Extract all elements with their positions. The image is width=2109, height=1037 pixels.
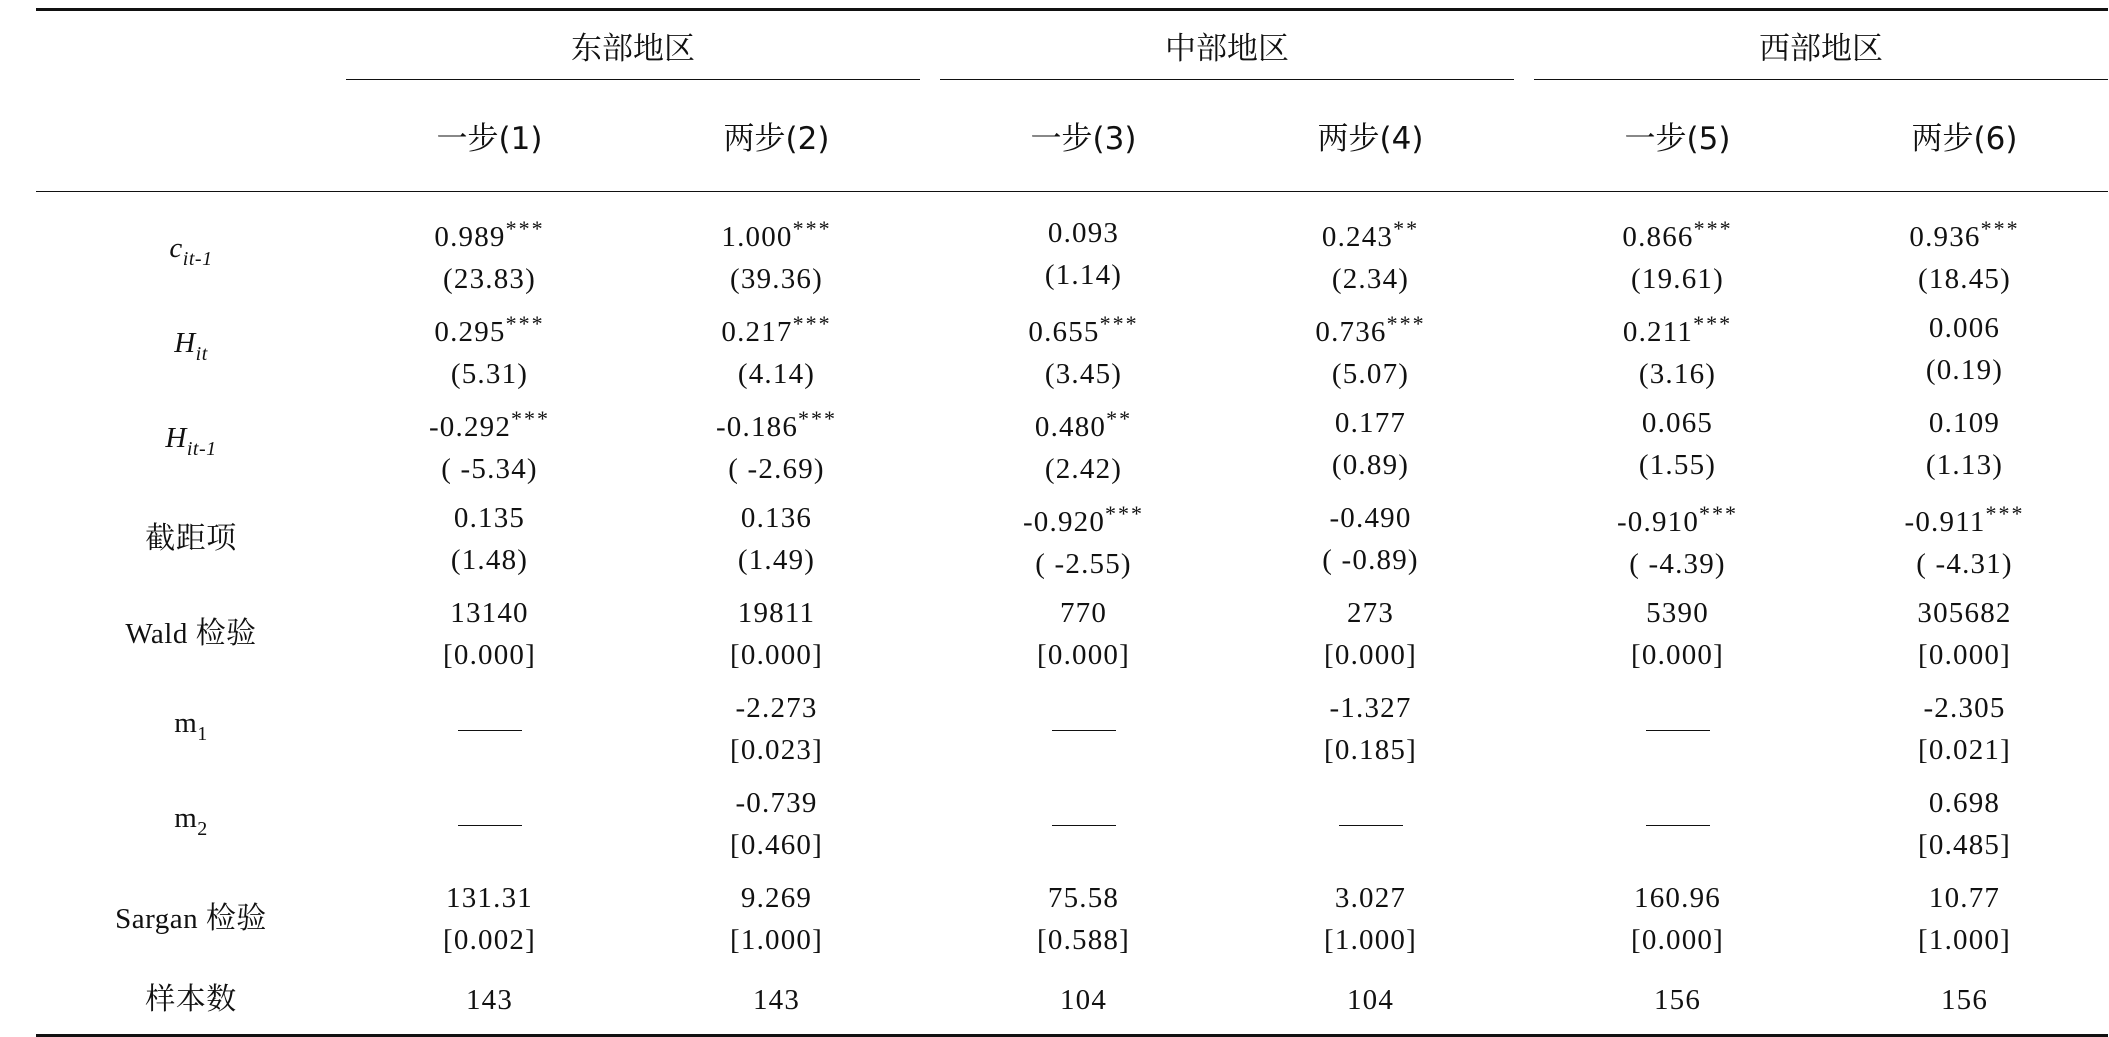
table-cell (940, 301, 1227, 396)
cell-number: -0.910 (1617, 506, 1699, 538)
cell-value (633, 687, 920, 729)
column-gap (920, 192, 940, 301)
table-row (36, 396, 2108, 491)
column-gap (920, 586, 940, 681)
table-cell (346, 301, 633, 396)
cell-value (346, 708, 633, 750)
row-label-latin: Wald (125, 618, 195, 650)
table-cell (1821, 776, 2108, 871)
cell-stat: (18.45) (1821, 258, 2108, 300)
row-label (36, 776, 346, 871)
significance-stars: *** (1981, 216, 2020, 241)
empty-dash (1052, 730, 1116, 731)
cell-stat: [0.000] (346, 634, 633, 676)
table-cell (1821, 192, 2108, 301)
table-cell (346, 491, 633, 586)
cell-number: 0.177 (1335, 407, 1406, 439)
table-cell (633, 396, 920, 491)
cell-value (940, 708, 1227, 750)
table-cell (1534, 681, 1821, 776)
cell-number: -2.273 (735, 692, 817, 724)
row-label (36, 681, 346, 776)
column-gap (1514, 491, 1534, 586)
cell-value (1227, 497, 1514, 539)
cell-value (1534, 979, 1821, 1021)
table-cell (1227, 776, 1514, 871)
significance-stars: *** (1387, 311, 1426, 336)
row-label (36, 491, 346, 586)
column-header: 一步(1) (346, 80, 633, 192)
row-label-subscript: it-1 (187, 438, 217, 460)
cell-stat: [1.000] (1227, 919, 1514, 961)
significance-stars: *** (793, 216, 832, 241)
significance-stars: *** (1693, 311, 1732, 336)
cell-stat: (3.16) (1534, 353, 1821, 395)
cell-value (1534, 402, 1821, 444)
row-label-subscript: it (196, 343, 208, 365)
table-cell (1227, 871, 1514, 966)
cell-number: 10.77 (1929, 882, 2000, 914)
cell-number: 0.211 (1623, 316, 1693, 348)
table-cell (633, 871, 920, 966)
cell-value (940, 592, 1227, 634)
cell-value (346, 803, 633, 845)
cell-stat: [0.000] (1534, 634, 1821, 676)
significance-stars: *** (1105, 501, 1144, 526)
cell-stat: ( -2.55) (940, 543, 1227, 585)
cell-number: 19811 (738, 597, 815, 629)
table-row (36, 491, 2108, 586)
column-gap (920, 966, 940, 1036)
table-cell (1821, 871, 2108, 966)
cell-value (1227, 803, 1514, 845)
cell-value (1821, 307, 2108, 349)
table-cell (1227, 301, 1514, 396)
significance-stars: ** (1393, 216, 1419, 241)
row-label-text: H (165, 422, 186, 454)
cell-value (940, 303, 1227, 353)
cell-value (1821, 592, 2108, 634)
table-row (36, 681, 2108, 776)
cell-stat: [0.000] (1534, 919, 1821, 961)
cell-number: 0.093 (1048, 217, 1119, 249)
cell-number: 3.027 (1335, 882, 1406, 914)
row-label-subscript: 2 (197, 818, 208, 840)
table-row (36, 301, 2108, 396)
cell-stat: ( -4.39) (1534, 543, 1821, 585)
row-label (36, 301, 346, 396)
cell-number: 0.136 (741, 502, 812, 534)
cell-number: 0.736 (1315, 316, 1386, 348)
cell-stat: (1.55) (1534, 444, 1821, 486)
table-cell (1534, 396, 1821, 491)
table-cell (1227, 681, 1514, 776)
cell-number: 0.135 (454, 502, 525, 534)
cell-stat: (39.36) (633, 258, 920, 300)
table-cell (633, 301, 920, 396)
cell-number: 0.480 (1035, 411, 1106, 443)
row-label-text (115, 903, 267, 935)
cell-value (1821, 782, 2108, 824)
table-cell (1534, 776, 1821, 871)
cell-stat: ( -5.34) (346, 448, 633, 490)
row-label (36, 586, 346, 681)
cell-number: 273 (1347, 597, 1394, 629)
significance-stars: *** (1986, 501, 2025, 526)
column-gap (1514, 681, 1534, 776)
cell-number: 0.655 (1028, 316, 1099, 348)
cell-stat: (5.31) (346, 353, 633, 395)
cell-number: 143 (466, 984, 513, 1016)
cell-value (633, 398, 920, 448)
significance-stars: *** (511, 406, 550, 431)
table-cell (633, 192, 920, 301)
table-cell (1821, 586, 2108, 681)
cell-value (1227, 877, 1514, 919)
table-cell (633, 491, 920, 586)
table-cell (633, 586, 920, 681)
significance-stars: *** (798, 406, 837, 431)
cell-number: 104 (1060, 984, 1107, 1016)
column-gap (920, 776, 940, 871)
region-central: 中部地区 (940, 11, 1514, 80)
cell-value (940, 877, 1227, 919)
empty-dash (1646, 825, 1710, 826)
cell-number: 156 (1654, 984, 1701, 1016)
significance-stars: *** (1100, 311, 1139, 336)
table-cell (1534, 586, 1821, 681)
row-label (36, 396, 346, 491)
cell-number: 0.295 (434, 316, 505, 348)
column-header: 两步(4) (1227, 80, 1514, 192)
column-header-row (36, 80, 2108, 192)
cell-number: -0.911 (1904, 506, 1985, 538)
table-row (36, 966, 2108, 1036)
table-row (36, 586, 2108, 681)
cell-value (1821, 208, 2108, 258)
cell-value (346, 592, 633, 634)
row-label-text: H (174, 327, 195, 359)
cell-number: 0.698 (1929, 787, 2000, 819)
cell-value (633, 979, 920, 1021)
table-cell (940, 586, 1227, 681)
table-cell (1227, 396, 1514, 491)
column-gap (920, 301, 940, 396)
table-row (36, 871, 2108, 966)
cell-value (1534, 877, 1821, 919)
cell-number: 1.000 (721, 221, 792, 253)
table-cell (1821, 966, 2108, 1036)
significance-stars: *** (506, 216, 545, 241)
cell-value (1227, 592, 1514, 634)
cell-value (633, 303, 920, 353)
column-gap (920, 871, 940, 966)
cell-number: 160.96 (1634, 882, 1721, 914)
column-gap (1514, 192, 1534, 301)
cell-value (1227, 303, 1514, 353)
region-east: 东部地区 (346, 11, 920, 80)
cell-stat: (4.14) (633, 353, 920, 395)
table-cell (1227, 966, 1514, 1036)
region-west: 西部地区 (1534, 11, 2108, 80)
cell-stat: (19.61) (1534, 258, 1821, 300)
regression-results-table (36, 8, 2108, 1037)
cell-stat: (0.89) (1227, 444, 1514, 486)
column-gap (920, 491, 940, 586)
table-cell (1534, 301, 1821, 396)
table-cell (1534, 966, 1821, 1036)
cell-stat: (1.49) (633, 539, 920, 581)
cell-value (1227, 687, 1514, 729)
row-label (36, 871, 346, 966)
empty-dash (1339, 825, 1403, 826)
cell-stat: [0.000] (940, 634, 1227, 676)
cell-value (1821, 493, 2108, 543)
column-header: 一步(3) (940, 80, 1227, 192)
cell-value (1534, 303, 1821, 353)
cell-stat: [0.000] (1821, 634, 2108, 676)
column-gap (920, 681, 940, 776)
cell-value (1821, 402, 2108, 444)
table-cell (940, 491, 1227, 586)
cell-stat: (1.48) (346, 539, 633, 581)
cell-value (1227, 208, 1514, 258)
cell-number: -0.920 (1023, 506, 1105, 538)
cell-value (940, 979, 1227, 1021)
cell-value (346, 303, 633, 353)
cell-stat: (1.14) (940, 254, 1227, 296)
table-cell (633, 681, 920, 776)
significance-stars: ** (1106, 406, 1132, 431)
cell-value (633, 208, 920, 258)
column-gap (1514, 301, 1534, 396)
table-cell (346, 396, 633, 491)
cell-value (1534, 592, 1821, 634)
cell-number: 770 (1060, 597, 1107, 629)
cell-stat: [1.000] (1821, 919, 2108, 961)
cell-value (1821, 877, 2108, 919)
cell-value (633, 497, 920, 539)
cell-number: 9.269 (741, 882, 812, 914)
cell-value (633, 877, 920, 919)
cell-value (940, 493, 1227, 543)
row-label-cjk: 检验 (196, 616, 257, 651)
cell-value (346, 979, 633, 1021)
table-cell (1534, 192, 1821, 301)
table-cell (1227, 192, 1514, 301)
row-label-text: 样本数 (145, 982, 237, 1017)
table-cell (1821, 681, 2108, 776)
cell-value (1821, 979, 2108, 1021)
cell-value (940, 212, 1227, 254)
column-gap (920, 396, 940, 491)
table-cell (1534, 491, 1821, 586)
cell-number: 13140 (450, 597, 529, 629)
empty-dash (458, 825, 522, 826)
row-label-text: 截距项 (145, 521, 237, 556)
cell-number: -2.305 (1923, 692, 2005, 724)
cell-stat: ( -2.69) (633, 448, 920, 490)
table-cell (940, 871, 1227, 966)
cell-value (940, 803, 1227, 845)
cell-stat: [0.460] (633, 824, 920, 866)
column-gap (1514, 871, 1534, 966)
cell-number: 0.006 (1929, 312, 2000, 344)
cell-number: 305682 (1917, 597, 2011, 629)
cell-number: 0.866 (1622, 221, 1693, 253)
table-cell (633, 776, 920, 871)
table-cell (1227, 586, 1514, 681)
table-cell (346, 871, 633, 966)
cell-number: 75.58 (1048, 882, 1119, 914)
table-cell (1821, 301, 2108, 396)
cell-value (1821, 687, 2108, 729)
cell-number: 104 (1347, 984, 1394, 1016)
table-cell (940, 966, 1227, 1036)
cell-value (1534, 208, 1821, 258)
empty-dash (458, 730, 522, 731)
table-cell (1227, 491, 1514, 586)
table-row (36, 192, 2108, 301)
column-header: 两步(2) (633, 80, 920, 192)
cell-number: 131.31 (446, 882, 533, 914)
cell-value (346, 497, 633, 539)
table-cell (1534, 871, 1821, 966)
table-cell (633, 966, 920, 1036)
cell-value (633, 592, 920, 634)
table-cell (1821, 491, 2108, 586)
cell-number: 0.989 (434, 221, 505, 253)
significance-stars: *** (1699, 501, 1738, 526)
cell-stat: (3.45) (940, 353, 1227, 395)
table-cell (346, 966, 633, 1036)
cell-number: -0.490 (1329, 502, 1411, 534)
row-label-text (125, 618, 256, 650)
cell-stat: ( -0.89) (1227, 539, 1514, 581)
row-label-text: m (174, 707, 197, 739)
cell-stat: [0.000] (1227, 634, 1514, 676)
cell-number: 5390 (1646, 597, 1709, 629)
cell-value (1227, 402, 1514, 444)
column-gap (1514, 586, 1534, 681)
cell-stat: (2.42) (940, 448, 1227, 490)
table-row (36, 776, 2108, 871)
cell-number: -0.186 (716, 411, 798, 443)
cell-stat: (5.07) (1227, 353, 1514, 395)
cell-stat: [0.485] (1821, 824, 2108, 866)
table-cell (346, 192, 633, 301)
row-label-latin: Sargan (115, 903, 206, 935)
cell-value (1227, 979, 1514, 1021)
column-gap (1514, 776, 1534, 871)
row-label-subscript: it-1 (183, 248, 213, 270)
significance-stars: *** (506, 311, 545, 336)
column-gap (1514, 396, 1534, 491)
row-label-text: c (169, 232, 182, 264)
cell-number: -0.292 (429, 411, 511, 443)
cell-stat: [0.023] (633, 729, 920, 771)
row-label (36, 966, 346, 1036)
table-cell (940, 192, 1227, 301)
cell-stat: (0.19) (1821, 349, 2108, 391)
cell-number: 0.109 (1929, 407, 2000, 439)
cell-stat: [0.021] (1821, 729, 2108, 771)
cell-number: 156 (1941, 984, 1988, 1016)
region-header-row (36, 11, 2108, 80)
column-header: 一步(5) (1534, 80, 1821, 192)
cell-value (1534, 708, 1821, 750)
table-cell (346, 776, 633, 871)
empty-dash (1052, 825, 1116, 826)
table-cell (346, 586, 633, 681)
significance-stars: *** (1694, 216, 1733, 241)
cell-value (1534, 493, 1821, 543)
cell-stat: [0.002] (346, 919, 633, 961)
cell-stat: (1.13) (1821, 444, 2108, 486)
cell-stat: [1.000] (633, 919, 920, 961)
cell-stat: ( -4.31) (1821, 543, 2108, 585)
cell-value (940, 398, 1227, 448)
cell-stat: (23.83) (346, 258, 633, 300)
row-label-subscript: 1 (197, 723, 208, 745)
empty-dash (1646, 730, 1710, 731)
cell-number: -1.327 (1329, 692, 1411, 724)
cell-value (346, 398, 633, 448)
cell-number: -0.739 (735, 787, 817, 819)
cell-value (346, 208, 633, 258)
table-cell (940, 396, 1227, 491)
significance-stars: *** (793, 311, 832, 336)
row-label-cjk: 检验 (206, 901, 267, 936)
table-cell (940, 681, 1227, 776)
row-label (36, 192, 346, 301)
cell-number: 0.065 (1642, 407, 1713, 439)
row-label-text: m (174, 802, 197, 834)
cell-stat: [0.000] (633, 634, 920, 676)
cell-value (346, 877, 633, 919)
cell-stat: [0.588] (940, 919, 1227, 961)
cell-stat: (2.34) (1227, 258, 1514, 300)
cell-value (633, 782, 920, 824)
table-cell (1821, 396, 2108, 491)
column-gap (1514, 966, 1534, 1036)
table-cell (940, 776, 1227, 871)
cell-number: 0.243 (1322, 221, 1393, 253)
column-header: 两步(6) (1821, 80, 2108, 192)
cell-number: 0.217 (721, 316, 792, 348)
table-cell (346, 681, 633, 776)
cell-stat: [0.185] (1227, 729, 1514, 771)
cell-number: 143 (753, 984, 800, 1016)
cell-number: 0.936 (1909, 221, 1980, 253)
cell-value (1534, 803, 1821, 845)
